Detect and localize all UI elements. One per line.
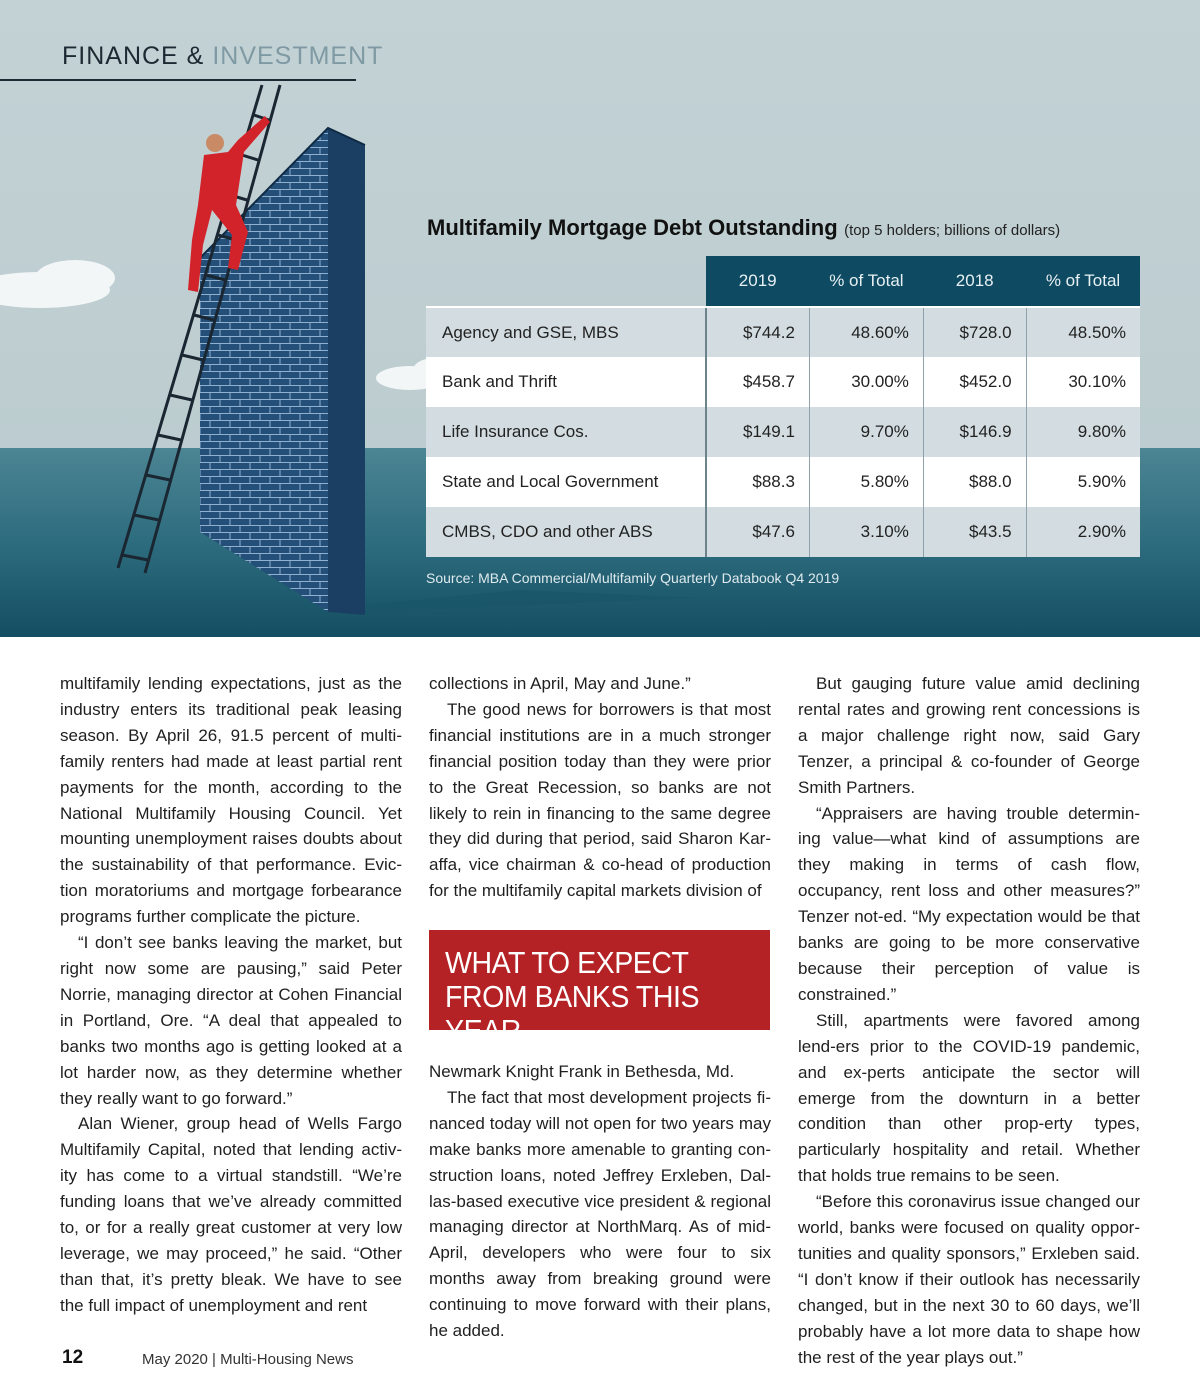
percent-2019: 9.70% <box>809 407 923 457</box>
paragraph: Newmark Knight Frank in Bethesda, Md. <box>429 1062 735 1081</box>
table-subtitle: (top 5 holders; billions of dollars) <box>844 222 1061 239</box>
percent-2019: 30.00% <box>809 357 923 407</box>
article-column-2-bottom <box>429 1059 771 1344</box>
table-source: Source: MBA Commercial/Multifamily Quarterly Databook Q4 2019 <box>426 570 840 586</box>
hero-illustration <box>0 0 1200 637</box>
table-row <box>426 407 1140 457</box>
table-title <box>427 215 1060 241</box>
table-header-2019: 2019 <box>706 256 809 307</box>
percent-2019: 48.60% <box>809 307 923 357</box>
table-header-row <box>426 256 1140 307</box>
paragraph: collections in April, May and June.” <box>429 674 691 693</box>
publication-info: May 2020 | Multi-Housing News <box>142 1351 354 1368</box>
debt-table <box>426 256 1140 557</box>
section-label <box>62 42 383 71</box>
paragraph: But gauging future value amid declining rental rates and growing rent concessions is a major challenge right now, said Gary Tenzer, a principal & co-founder of George Smith Partners. <box>798 674 1140 797</box>
percent-2018: 30.10% <box>1026 357 1140 407</box>
section-heading: WHAT TO EXPECT FROM BANKS THIS YEAR <box>445 945 700 1048</box>
article-column-1 <box>60 671 402 1319</box>
value-2018: $43.5 <box>923 507 1026 557</box>
page-number: 12 <box>62 1347 84 1368</box>
percent-2018: 48.50% <box>1026 307 1140 357</box>
percent-2019: 3.10% <box>809 507 923 557</box>
article-column-3 <box>798 671 1140 1370</box>
table-header-2018: 2018 <box>923 256 1026 307</box>
value-2018: $728.0 <box>923 307 1026 357</box>
section-label-main: FINANCE & <box>62 42 205 70</box>
value-2019: $458.7 <box>706 357 809 407</box>
row-label: Bank and Thrift <box>426 357 706 407</box>
percent-2019: 5.80% <box>809 457 923 507</box>
paragraph: “I don’t see banks leaving the market, but right now some are pausing,” said Peter Norrie, managing director at Cohen Financial in Portland, Ore. “A deal that appealed to banks two months ago is getting looked at a lot harder now, as they determine whether they really want to go forward.” <box>60 933 402 1108</box>
paragraph: multifamily lending expectations, just as the industry enters its traditional peak leasing season. By April 26, 91.5 percent of multi-family renters had made at least partial rent payments for the month, according to the National Multifamily Housing Council. Yet mounting unemployment raises doubts about the sustainability of that performance. Evic-tion moratoriums and mortgage forbearance programs further complicate the picture. <box>60 674 402 927</box>
row-label: CMBS, CDO and other ABS <box>426 507 706 557</box>
value-2019: $47.6 <box>706 507 809 557</box>
row-label: State and Local Government <box>426 457 706 507</box>
value-2018: $452.0 <box>923 357 1026 407</box>
section-label-accent: INVESTMENT <box>212 42 384 70</box>
section-rule <box>0 79 356 81</box>
row-label: Life Insurance Cos. <box>426 407 706 457</box>
table-header-pct-2018: % of Total <box>1026 256 1140 307</box>
table-row <box>426 507 1140 557</box>
value-2018: $88.0 <box>923 457 1026 507</box>
table-row <box>426 307 1140 357</box>
value-2019: $149.1 <box>706 407 809 457</box>
paragraph: The fact that most development projects fi-nanced today will not open for two years may make banks more amenable to granting con-struction loans, noted Jeffrey Erxleben, Dal-las-based executive vice president & regional managing director at NorthMarq. As of mid-April, developers who were four to six months away from breaking ground were continuing to move forward with their plans, he added. <box>429 1087 771 1341</box>
paragraph: “Before this coronavirus issue changed our world, banks were focused on quality oppor-tunities and quality sponsors,” Erxleben said. “I don’t know if their outlook has necessarily changed, but in the next 30 to 60 days, we’ll probably have a lot more data to shape how the rest of the year plays out.” <box>798 1192 1140 1367</box>
article-column-2-top <box>429 671 771 904</box>
row-label: Agency and GSE, MBS <box>426 307 706 357</box>
paragraph: “Appraisers are having trouble determin-ing value—what kind of assumptions are they making in terms of cash flow, occupancy, rent loss and other measures?” Tenzer not-ed. “My expectation would be that banks are going to be more conservative because their perception of value is constrained.” <box>798 803 1140 1004</box>
table-row <box>426 457 1140 507</box>
percent-2018: 2.90% <box>1026 507 1140 557</box>
table-header-pct-2019: % of Total <box>809 256 923 307</box>
paragraph: The good news for borrowers is that most financial institutions are in a much stronger financial position today than they were prior to the Great Recession, so banks are not likely to rein in financing to the same degree they did during that period, said Sharon Kar-affa, vice chairman & co-head of production for the multifamily capital markets division of <box>429 699 771 901</box>
section-heading-box <box>429 930 770 1048</box>
table-row <box>426 357 1140 407</box>
percent-2018: 9.80% <box>1026 407 1140 457</box>
value-2019: $744.2 <box>706 307 809 357</box>
paragraph: Alan Wiener, group head of Wells Fargo Multifamily Capital, noted that lending activ-ity has come to a virtual standstill. “We’re funding loans that we’ve already committed to, or for a really great customer at very low leverage, we may proceed,” he said. “Other than that, it’s pretty bleak. We have to see the full impact of unemployment and rent <box>60 1114 402 1315</box>
paragraph: Still, apartments were favored among lend-ers prior to the COVID-19 pandemic, and ex-perts anticipate the sector will emerge from the downturn in a better condition than other prop-erty types, particularly hospitality and retail. Whether that holds true remains to be seen. <box>798 1010 1140 1186</box>
percent-2018: 5.90% <box>1026 457 1140 507</box>
table-header-blank <box>426 256 706 307</box>
table-title-main: Multifamily Mortgage Debt Outstanding <box>427 215 838 240</box>
value-2019: $88.3 <box>706 457 809 507</box>
value-2018: $146.9 <box>923 407 1026 457</box>
